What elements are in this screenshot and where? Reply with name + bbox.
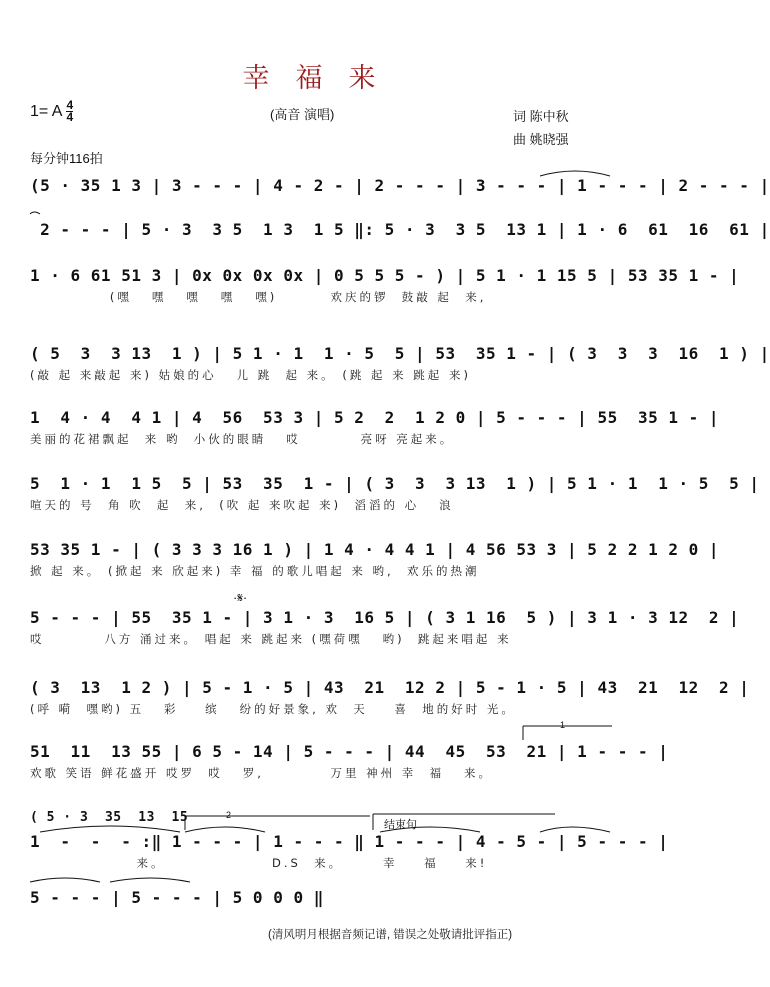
lyrics-line: (敲 起 来敲起 来) 姑娘的心 儿 跳 起 来。 (跳 起 来 跳起 来) (30, 368, 471, 382)
staff-row-10 (30, 740, 669, 782)
notation: 5 - - - | 5 - - - | 5 0 0 0 ‖ (30, 888, 324, 907)
notation: 5 - - - | 55 35 1 - | 3 1 · 3 16 5 | ( 3 1 16 5 ) | 3 1 · 3 12 2 | (30, 608, 740, 627)
notation: 5 1 · 1 1 5 5 | 53 35 1 - | ( 3 3 3 13 1 ) | 5 1 · 1 1 · 5 5 | (30, 474, 760, 493)
notation: 1 - - - :‖ 1 - - - | 1 - - - ‖ 1 - - - | 4 - 5 - | 5 - - - | (30, 832, 669, 851)
notation: ( 5 3 3 13 1 ) | 5 1 · 1 1 · 5 5 | 53 35 1 - | ( 3 3 3 16 1 ) | (30, 344, 770, 363)
notation: (5 · 35 1 3 | 3 - - - | 4 - 2 - | 2 - - - | 3 - - - | 1 - - - | 2 - - - | (30, 176, 770, 195)
staff-row-9 (30, 676, 750, 718)
composer: 曲 姚晓强 (513, 132, 569, 147)
notation: 53 35 1 - | ( 3 3 3 16 1 ) | 1 4 · 4 4 1 | 4 56 53 3 | 5 2 2 1 2 0 | (30, 540, 720, 559)
lyrics-line: 喧天的 号 角 吹 起 来, (吹 起 来吹起 来) 滔滔的 心 浪 (30, 498, 454, 512)
time-top: 4 (66, 98, 74, 112)
staff-row-2 (30, 218, 770, 242)
coda-label: 结束句 (384, 819, 417, 831)
lyrics-line: (呼 嗬 嘿哟) 五 彩 缤 纷的好景象, 欢 天 喜 地的好时 光。 (30, 702, 516, 716)
staff-row-12 (30, 886, 616, 910)
notation: 1 4 · 4 4 1 | 4 56 53 3 | 5 2 2 1 2 0 | 5 - - - | 55 35 1 - | (30, 408, 720, 427)
staff-row-4 (30, 342, 770, 384)
notation: 1 · 6 61 51 3 | 0x 0x 0x 0x | 0 5 5 5 - ) | 5 1 · 1 15 5 | 53 35 1 - | (30, 266, 740, 285)
notation: 2 - - - | 5 · 3 3 5 1 3 1 5 ‖: 5 · 3 3 5 13 1 | 1 · 6 61 16 61 | (30, 220, 770, 239)
lyrics-line: (嘿 嘿 嘿 嘿 嘿) 欢庆的锣 鼓敲 起 来, (30, 290, 487, 304)
notation: ( 3 13 1 2 ) | 5 - 1 · 5 | 43 21 12 2 | 5 - 1 · 5 | 43 21 12 2 | (30, 678, 750, 697)
dal-segno-sign: ·𝄋· (233, 590, 248, 605)
performer-note: (高音 演唱) (270, 107, 335, 122)
pickup-notation: ( 5 · 3 35 13 15 (30, 810, 189, 825)
key-signature (30, 100, 73, 123)
song-title: 幸福来 (242, 63, 402, 93)
transcriber-note: (清风明月根据音频记谱, 错误之处敬请批评指正) (268, 929, 513, 941)
staff-row-5 (30, 406, 720, 448)
lyrics-line: 欢歌 笑语 鲜花盛开 哎罗 哎 罗, 万里 神州 幸 福 来。 (30, 766, 494, 780)
volta-1-label: 1 (560, 720, 566, 730)
time-signature (66, 100, 73, 123)
staff-row-1 (30, 174, 770, 198)
staff-row-6 (30, 472, 760, 514)
lyrics-line: 哎 八方 涌过来。 唱起 来 跳起来 (嘿荷嘿 哟) 跳起来唱起 来 (30, 632, 512, 646)
lyricist: 词 陈中秋 (513, 109, 569, 124)
lyrics-line: 掀 起 来。 (掀起 来 欣起来) 幸 福 的歌儿唱起 来 哟, 欢乐的热潮 (30, 564, 480, 578)
lyrics-line: 来。 D.S 来。 幸 福 来! (30, 856, 488, 870)
staff-row-3 (30, 264, 740, 306)
volta-2-label: 2 (226, 810, 232, 820)
staff-row-8 (30, 606, 740, 648)
key-label: 1= A (30, 102, 63, 120)
staff-row-7 (30, 538, 720, 580)
lyrics-line: 美丽的花裙飘起 来 哟 小伙的眼睛 哎 亮呀 亮起来。 (30, 432, 455, 446)
notation: 51 11 13 55 | 6 5 - 14 | 5 - - - | 44 45 53 21 | 1 - - - | (30, 742, 669, 761)
staff-row-11 (30, 830, 669, 872)
credits (513, 105, 569, 151)
tempo-marking: 每分钟116拍 (30, 151, 103, 166)
time-bottom: 4 (66, 110, 74, 124)
pickup-line (30, 806, 616, 830)
